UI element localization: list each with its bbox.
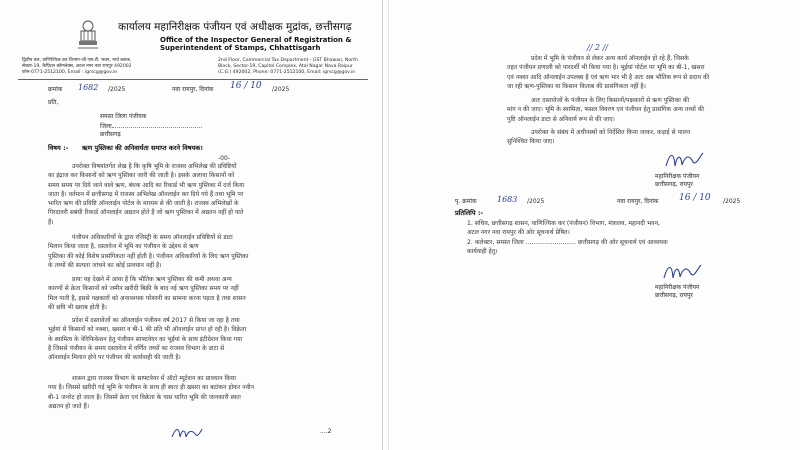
prati-label: प्रति,: [48, 99, 59, 106]
office-name-english-2: Superintendent of Stamps, Chhattisgarh: [160, 44, 321, 52]
address-english-1: 2nd Floor, Commercial Tax Department - GST Bhawan, North: [218, 58, 358, 63]
signatory-title-1: महानिरीक्षक पंजीयन: [655, 173, 700, 180]
address-hindi-2: सेक्टर-19, कैपिटल कॉम्प्लेक्स, अटल नगर नवा रायपुर 492002: [22, 64, 132, 69]
signatory-place-1: छत्तीसगढ़, रायपुर: [655, 181, 693, 188]
text-line: मिलान किया जाता है, दस्तावेज में भूमि का पंजीयन के उद्देश्य से ऋण: [48, 243, 199, 251]
text-line: पंजीयन अधिकारियों के द्वारा रजिस्ट्री के समय ऑनलाईन प्रविष्टियों से डाटा: [72, 234, 233, 241]
office-name-hindi: कार्यालय महानिरीक्षक पंजीयन एवं अधीक्षक मुद्रांक, छत्तीसगढ़: [118, 21, 352, 33]
text-line: 2. कलेक्टर, समस्त जिला .......................... छत्तीसगढ़ की ओर सूचनार्थ एवं आवश्यक: [467, 239, 668, 246]
letter-page-1: [0, 0, 383, 450]
text-line: समय समय पर दिये जाने वाले ऋण, बंधक आदि का रिकार्ड भी ऋण पुस्तिका में दर्ज किया: [48, 181, 245, 189]
initials-signature-icon: [170, 425, 204, 441]
text-line: उपरोक्त के संबंध में अधीनस्थों को निर्देशित किया जाकर, कड़ाई से पालन: [531, 129, 691, 136]
date-label: नवा रायपुर, दिनांक: [172, 86, 214, 93]
paragraph-1: [48, 162, 244, 227]
office-name-english-1: Office of the Inspector General of Registration &: [160, 36, 352, 44]
reference-label: क्रमांक: [48, 86, 63, 93]
paragraph-2: [48, 233, 248, 270]
text-line: गिरदावरी सबंधी रिकार्ड ऑनलाईन अद्यतन होते हैं जो ऋण पुस्तिका में अद्यतन नहीं हो पाते: [48, 209, 244, 217]
paragraph-5: [48, 374, 254, 411]
text-line: प्रदेश में दस्तावेजों का ऑनलाईन पंजीयन वर्ष 2017 से किया जा रहा है तथा: [72, 317, 240, 324]
address-hindi-3: फ़ोन-0771-2512100, Email : igrscg@gov.in: [22, 70, 118, 75]
signatory-title-2: महानिरीक्षक पंजीयन: [655, 284, 700, 291]
text-line: कार्यवाही हेतु।: [467, 248, 498, 256]
date-value: 16 / 10: [230, 81, 262, 91]
text-line: मिल पाती है, इससे पक्षकारों को अनावश्यक परेशानी का सामना करना पड़ता है तथा शासन: [48, 294, 246, 302]
text-line: प्रदेश में भूमि के पंजीयन से लेकर अन्य कार्य ऑनलाईन हो रहे हैं, जिसके: [531, 55, 689, 62]
text-line: बी-1 जनरेट हो जाता है। जिसमें क्रेता एवं विक्रेता के पास धारित भूमि की जानकारी स्वतः: [48, 393, 241, 401]
subject-label: विषय :-: [48, 144, 69, 152]
text-line: सुनिश्चित किया जाए।: [507, 138, 555, 146]
text-line: 1. सचिव, छत्तीसगढ़ शासन, वाणिज्यिक कर (पंजीयन) विभाग, मंत्रालय, महानदी भवन,: [467, 220, 660, 227]
text-line: कारणों से क्रेता किसानों को जमीन खरीदी बिक्री के बाद नई ऋण पुस्तिका समय पर नहीं: [48, 285, 239, 293]
paragraph-7: [507, 96, 704, 124]
state-emblem-icon: [70, 18, 106, 54]
text-line: के स्वामित्व के वेरिफिकेशन हेतु पंजीयन साफ्टवेयर का भुईयां के साथ इंटीग्रेशन किया गया: [48, 335, 243, 343]
signatory-place-2: छत्तीसगढ़, रायपुर: [655, 292, 693, 299]
recipient-line-2: जिला: [100, 122, 202, 130]
text-line: अतः दस्तावेजों के पंजीयन के लिए किसानों/पक्षकारों से ऋण पुस्तिका की: [531, 97, 690, 104]
copy-reference-label: पृ. क्रमांक: [455, 198, 477, 205]
text-line: मांग न की जाए। भूमि के स्वामित्व, फसल विवरण एवं पंजीयन हेतु प्रासंगिक अन्य तथ्यों की: [507, 106, 704, 114]
page-number-mark: // 2 //: [587, 43, 608, 52]
text-line: भुईयां से किसानों को नक्शा, खसरा व बी-1 की प्रति भी ऑनलाईन प्राप्त हो रही है। विक्रेता: [48, 326, 247, 334]
reference-number: 1682: [78, 83, 99, 92]
text-line: पुस्तिका की कोई विशेष प्रासंगिकता नहीं होती है। पंजीयन अधिकारियों के लिए ऋण पुस्तिका: [48, 252, 249, 260]
copy-item-2: [467, 238, 668, 257]
copy-reference-number: 1683: [497, 195, 518, 204]
page-continuation: ....2: [320, 428, 332, 435]
copy-item-1: [467, 219, 660, 238]
text-line: अद्यतन हो जाते हैं।: [48, 402, 90, 410]
copy-date-year: /2025: [723, 198, 741, 205]
signature-1-icon: [663, 150, 705, 170]
text-line: अटल नगर नवा रायपुर की ओर सूचनार्थ प्रेषित।: [467, 229, 570, 237]
subject-marker: -00-: [218, 155, 230, 162]
paragraph-8: [507, 128, 690, 147]
text-line: की छवि भी खराब होती है।: [48, 303, 107, 311]
text-line: प्रायः यह देखने में आया है कि भौतिक ऋण पुस्तिका की कमी अथवा अन्य: [72, 276, 232, 283]
text-line: उपरोक्त विषयांतर्गत लेख है कि कृषि भूमि के राजस्व अभिलेख की प्रविष्टियों: [72, 163, 237, 170]
text-line: ऑनलाईन मिलान होने पर पंजीयन की कार्यवाही की जाती है।: [48, 354, 181, 362]
text-line: पुष्टि ऑनलाईन डाटा से अनिवार्य रूप से की जाए।: [507, 115, 615, 123]
text-line: के तथ्यों की सत्यता जांचने का कोई प्रावधान नहीं है।: [48, 261, 162, 269]
text-line: शासन द्वारा राजस्व विभाग के साफ्टवेयर में ऑटो म्यूटेशन का प्रावधान किया: [72, 375, 236, 382]
recipient-line-1: समस्त जिला पंजीयक: [100, 113, 147, 120]
address-hindi-1: द्वितीय तल, वाणिज्यिक कर विभाग-जी.एस.टी. भवन, नार्थ ब्लाक,: [22, 58, 132, 63]
text-line: भारित ऋण की प्रविष्टि ऑनलाईन पोर्टल के माध्यम से की जाती है। राजस्व अभिलेखों के: [48, 200, 239, 208]
reference-year: /2025: [108, 86, 126, 93]
copy-reference-year: /2025: [527, 198, 545, 205]
paragraph-4: [48, 316, 246, 362]
recipient-line-3: छत्तीसगढ़: [100, 131, 121, 138]
header-divider: [18, 79, 368, 80]
paragraph-6: [507, 54, 709, 91]
address-english-2: Block, Sector-19, Capitol Complex, Atal Nagar Nava Raipur: [218, 64, 353, 69]
letter-page-2: [388, 0, 800, 450]
text-line: जा रही ऋण-पुस्तिका या किसान किताब की प्रासंगिकता नहीं है।: [507, 82, 646, 90]
text-line: है जिससे पंजीयन के समय दस्तावेज में वर्णित तथ्यों का राजस्व विभाग के डाटा से: [48, 344, 225, 352]
text-line: का इंद्राज कर किसानों को ऋण पुस्तिका जारी की जाती है। इसके अलावा किसानों को: [48, 172, 235, 180]
pratilipi-label: प्रतिलिपि :-: [455, 209, 484, 217]
copy-date-label: नवा रायपुर, दिनांक: [617, 198, 659, 205]
signature-2-icon: [661, 262, 703, 282]
date-year: /2025: [272, 86, 290, 93]
text-line: हैं।: [48, 218, 54, 226]
text-line: तहत पंजीयन प्रणाली को पारदर्शी भी किया गया है। भुईयां पोर्टल पर भूमि का बी-1, खसरा: [507, 64, 705, 72]
subject-text: ऋण पुस्तिका की अनिवार्यता समाप्त करने विषयक।: [82, 144, 203, 152]
text-line: जाता है। वर्तमान में छत्तीसगढ़ में राजस्व अभिलेख ऑनलाईन कर दिये गये हैं तथा भूमि पर: [48, 190, 244, 198]
text-line: एवं नक्शा आदि ऑनलाईन उपलब्ध है एवं ऋण भार भी है अतः अब भौतिक रूप से प्रदाय की: [507, 73, 710, 81]
text-line: गया है। जिससे खरीदी गई भूमि के पंजीयन के साथ ही स्वतः ही खसरा का बटांकन होकर नवीन: [48, 384, 255, 392]
copy-date-value: 16 / 10: [679, 193, 711, 203]
paragraph-3: [48, 275, 246, 312]
address-english-3: (C.G.) 492002, Phone: 0771-2512100, Email: igrscg@gov.in: [218, 70, 356, 75]
